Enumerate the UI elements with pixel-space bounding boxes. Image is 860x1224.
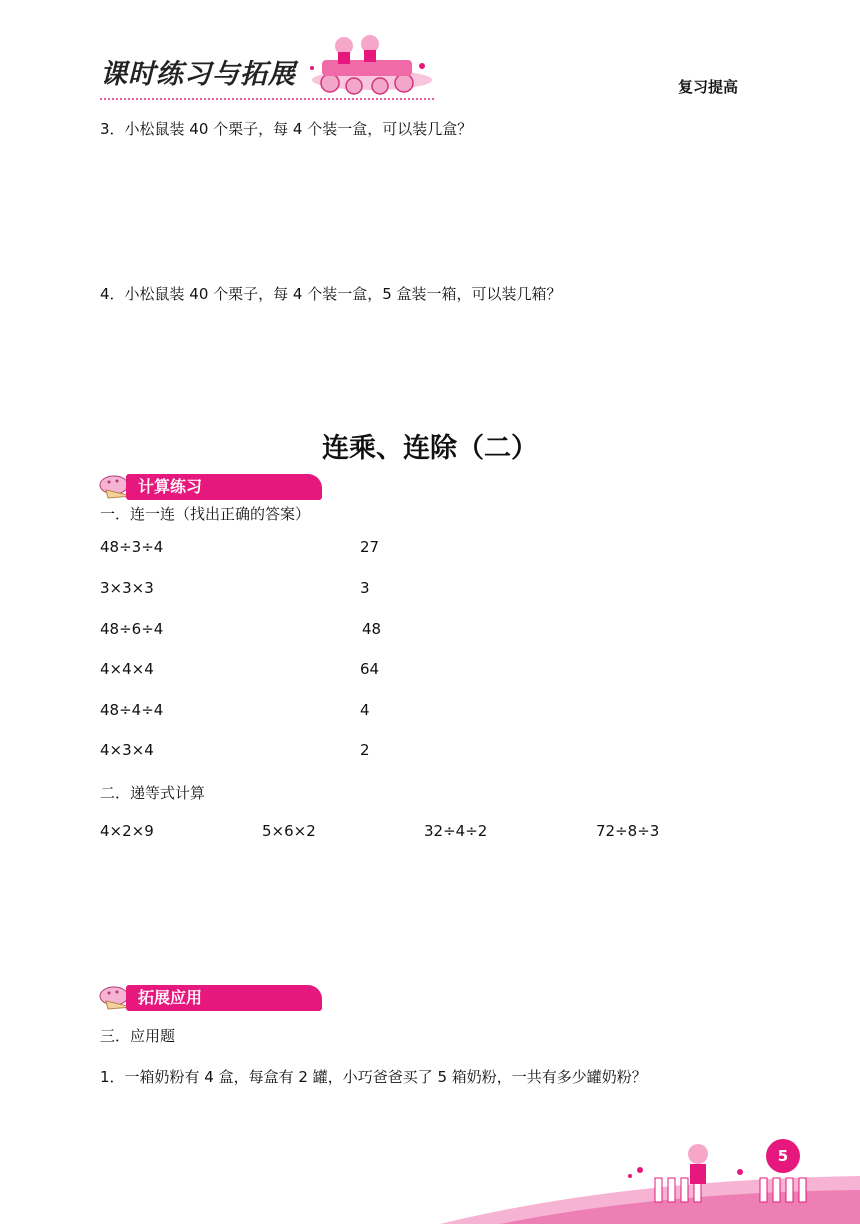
page-number: 5 <box>766 1139 800 1173</box>
part1-label: 一．连一连（找出正确的答案） <box>100 505 311 523</box>
badge-calc-label: 计算练习 <box>126 474 322 500</box>
match-left-item: 48÷6÷4 <box>100 620 164 638</box>
header-divider <box>100 98 434 100</box>
header-section-label: 复习提高 <box>678 78 739 96</box>
match-right-item: 48 <box>362 620 382 638</box>
part2-label: 二．递等式计算 <box>100 784 206 802</box>
part3-label: 三．应用题 <box>100 1027 176 1045</box>
match-right-item: 27 <box>360 538 380 556</box>
match-left-item: 48÷4÷4 <box>100 701 164 719</box>
question-4: 4．小松鼠装 40 个栗子，每 4 个装一盒，5 盒装一箱，可以装几箱？ <box>100 285 562 303</box>
match-right-item: 64 <box>360 660 380 678</box>
badge-apply-label: 拓展应用 <box>126 985 322 1011</box>
question-3: 3．小松鼠装 40 个栗子，每 4 个装一盒，可以装几盒？ <box>100 120 473 138</box>
match-right-item: 2 <box>360 741 370 759</box>
application-question-1: 1．一箱奶粉有 4 盒，每盒有 2 罐，小巧爸爸买了 5 箱奶粉，一共有多少罐奶粉？ <box>100 1068 647 1086</box>
lesson-title: 连乘、连除（二） <box>322 433 538 464</box>
match-left-item: 4×4×4 <box>100 660 154 678</box>
section-badge-calc <box>98 472 328 502</box>
calc-expression: 4×2×9 <box>100 822 154 840</box>
calc-expression: 32÷4÷2 <box>424 822 488 840</box>
calc-expression: 5×6×2 <box>262 822 316 840</box>
header-kids-illustration <box>292 28 442 98</box>
calc-expression: 72÷8÷3 <box>596 822 660 840</box>
match-right-item: 3 <box>360 579 370 597</box>
header-title: 课时练习与拓展 <box>100 59 296 90</box>
match-right-item: 4 <box>360 701 370 719</box>
section-badge-apply <box>98 983 328 1013</box>
match-left-item: 4×3×4 <box>100 741 154 759</box>
match-left-item: 48÷3÷4 <box>100 538 164 556</box>
match-left-item: 3×3×3 <box>100 579 154 597</box>
